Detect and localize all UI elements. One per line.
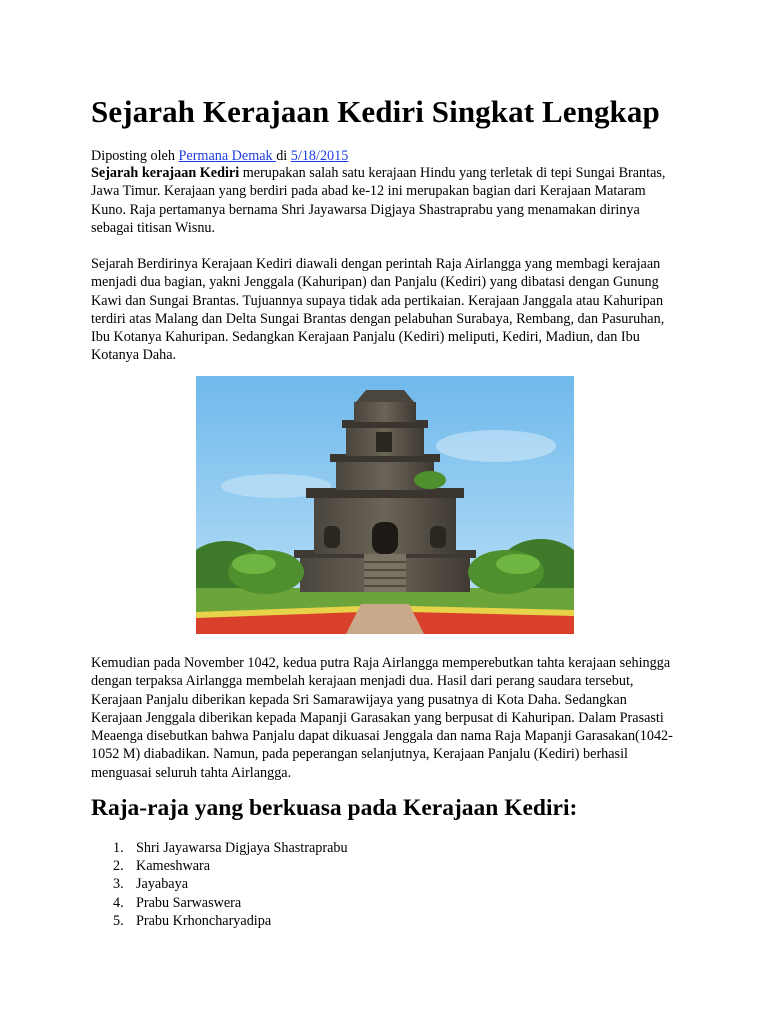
list-item [91, 875, 348, 893]
meta-mid: di [276, 148, 291, 164]
author-link[interactable]: Permana Demak [178, 148, 277, 164]
list-number: 1. [113, 840, 124, 856]
king-name: Prabu Krhoncharyadipa [136, 912, 272, 929]
article-title: Sejarah Kerajaan Kediri Singkat Lengkap [91, 94, 660, 129]
list-item [91, 912, 348, 930]
meta-prefix: Diposting oleh [91, 148, 179, 164]
list-number: 4. [113, 894, 124, 911]
list-number: 5. [113, 912, 124, 929]
list-number: 2. [113, 858, 124, 875]
temple-photo [196, 376, 574, 634]
conflict-paragraph: Kemudian pada November 1042, kedua putra Raja Airlangga memperebutkan tahta kerajaan sehingga dengan terpaksa Airlangga membelah kerajaan menjadi dua. Hasil dari perang saudara tersebut, Kerajaan Panjalu diberikan kepada Sri Samarawijaya yang pusatnya di Kota Daha. Sedangkan Kerajaan Jenggala diberikan kepada Mapanji Garasakan yang berpusat di Kahuripan. Dalam Prasasti Meaenga disebutkan bahwa Panjalu dapat dikuasai Jenggala dan nama Raja Mapanji Garasakan(1042-1052 M) diabadikan. Namun, pada peperangan selanjutnya, Kerajaan Panjalu (Kediri) berhasil menguasai seluruh tahta Airlangga. [91, 655, 673, 781]
king-name: Kameshwara [136, 858, 211, 875]
list-item [91, 894, 348, 912]
list-item [91, 839, 348, 857]
date-link[interactable]: 5/18/2015 [290, 148, 349, 164]
intro-bold: Sejarah kerajaan Kediri [91, 165, 240, 181]
history-paragraph: Sejarah Berdirinya Kerajaan Kediri diawali dengan perintah Raja Airlangga yang membagi kerajaan menjadi dua bagian, yakni Jenggala (Kahuripan) dan Panjalu (Kediri) yang dibatasi dengan Gunung Kawi dan Sungai Brantas. Tujuannya supaya tidak ada pertikaian. Kerajaan Janggala atau Kahuripan terdiri atas Malang dan Delta Sungai Brantas dengan pelabuhan Surabaya, Rembang, dan Pasuruhan, Ibu Kotanya Kahuripan. Sedangkan Kerajaan Panjalu (Kediri) meliputi, Kediri, Madiun, dan Ibu Kotanya Daha. [91, 256, 665, 364]
intro-text: merupakan salah satu kerajaan Hindu yang terletak di tepi Sungai Brantas, Jawa Timur. Kerajaan yang berdiri pada abad ke-12 ini merupakan bagian dari Kerajaan Mataram Kuno. Raja pertamanya bernama Shri Jayawarsa Digjaya Shastraprabu yang menamakan dirinya sebagai titisan Wisnu. [91, 165, 666, 236]
king-name: Jayabaya [136, 876, 188, 893]
post-meta [91, 147, 348, 165]
list-number: 3. [113, 876, 124, 893]
king-name: Shri Jayawarsa Digjaya Shastraprabu [136, 840, 348, 856]
kings-list [91, 839, 348, 930]
kings-heading: Raja-raja yang berkuasa pada Kerajaan Kediri: [91, 795, 578, 821]
king-name: Prabu Sarwaswera [136, 894, 242, 911]
list-item [91, 857, 348, 875]
intro-paragraph [91, 164, 681, 237]
